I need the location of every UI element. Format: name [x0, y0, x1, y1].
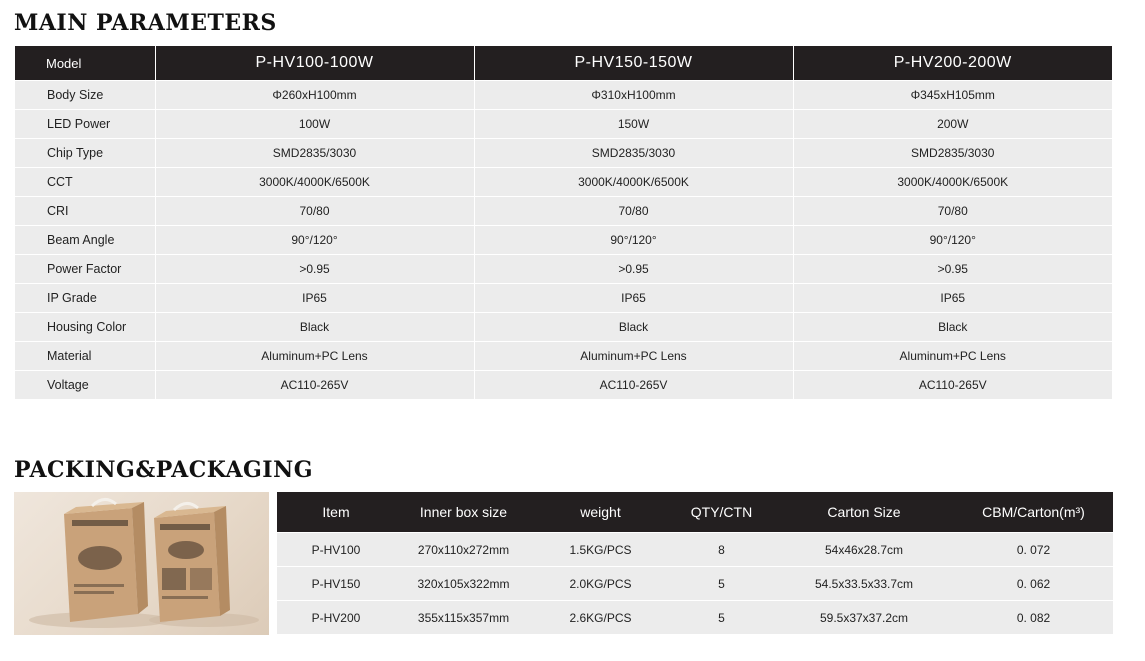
packing-cell: 5: [669, 567, 774, 601]
param-value: 3000K/4000K/6500K: [474, 168, 793, 197]
packing-cell: P-HV150: [277, 567, 395, 601]
table-row: [15, 284, 1112, 313]
table-row: [15, 139, 1112, 168]
table-row: [15, 313, 1112, 342]
packing-cell: 2.0KG/PCS: [532, 567, 669, 601]
packing-cell: P-HV200: [277, 601, 395, 635]
packing-header-cbm-carton: CBM/Carton(m³): [954, 492, 1113, 533]
param-value: Aluminum+PC Lens: [793, 342, 1112, 371]
param-value: >0.95: [793, 255, 1112, 284]
table-row: [15, 197, 1112, 226]
packing-cell: 1.5KG/PCS: [532, 533, 669, 567]
param-value: 90°/120°: [155, 226, 474, 255]
packing-header-row: [277, 492, 1113, 533]
param-label: LED Power: [15, 110, 155, 139]
param-value: 70/80: [474, 197, 793, 226]
param-label: CRI: [15, 197, 155, 226]
packing-header-item: Item: [277, 492, 395, 533]
param-value: 100W: [155, 110, 474, 139]
params-header-p-hv200: P-HV200-200W: [793, 46, 1112, 81]
packing-header-carton-size: Carton Size: [774, 492, 954, 533]
packing-cell: 54.5x33.5x33.7cm: [774, 567, 954, 601]
packing-cell: 0. 082: [954, 601, 1113, 635]
param-value: Φ345xH105mm: [793, 81, 1112, 110]
packing-header-weight: weight: [532, 492, 669, 533]
packing-cell: 0. 062: [954, 567, 1113, 601]
param-value: 90°/120°: [474, 226, 793, 255]
params-header-p-hv150: P-HV150-150W: [474, 46, 793, 81]
packing-cell: 59.5x37x37.2cm: [774, 601, 954, 635]
packing-cell: 5: [669, 601, 774, 635]
param-value: Black: [793, 313, 1112, 342]
param-value: SMD2835/3030: [793, 139, 1112, 168]
packaging-boxes-illustration: [14, 492, 269, 635]
param-label: Material: [15, 342, 155, 371]
param-value: Aluminum+PC Lens: [155, 342, 474, 371]
param-label: Power Factor: [15, 255, 155, 284]
packing-cell: 2.6KG/PCS: [532, 601, 669, 635]
table-row: [15, 81, 1112, 110]
param-label: IP Grade: [15, 284, 155, 313]
param-value: 200W: [793, 110, 1112, 139]
packing-cell: 355x115x357mm: [395, 601, 532, 635]
table-row: [15, 342, 1112, 371]
packing-cell: 320x105x322mm: [395, 567, 532, 601]
params-header-row: [15, 46, 1112, 81]
param-value: Φ310xH100mm: [474, 81, 793, 110]
packing-cell: 54x46x28.7cm: [774, 533, 954, 567]
param-label: Housing Color: [15, 313, 155, 342]
params-header-model: Model: [15, 46, 155, 81]
param-value: AC110-265V: [155, 371, 474, 400]
param-value: 70/80: [793, 197, 1112, 226]
packing-cell: 270x110x272mm: [395, 533, 532, 567]
param-value: 70/80: [155, 197, 474, 226]
packing-header-qty-ctn: QTY/CTN: [669, 492, 774, 533]
param-value: IP65: [155, 284, 474, 313]
param-value: SMD2835/3030: [474, 139, 793, 168]
param-value: Black: [474, 313, 793, 342]
param-value: Black: [155, 313, 474, 342]
table-row: [277, 567, 1113, 601]
table-row: [15, 110, 1112, 139]
param-value: 3000K/4000K/6500K: [155, 168, 474, 197]
param-value: >0.95: [474, 255, 793, 284]
main-parameters-heading: MAIN PARAMETERS: [14, 10, 277, 36]
packing-table: [277, 492, 1113, 634]
param-value: 150W: [474, 110, 793, 139]
param-value: IP65: [474, 284, 793, 313]
param-value: Aluminum+PC Lens: [474, 342, 793, 371]
param-label: Body Size: [15, 81, 155, 110]
param-label: Voltage: [15, 371, 155, 400]
main-parameters-table: [15, 46, 1112, 399]
table-row: [15, 226, 1112, 255]
param-value: AC110-265V: [474, 371, 793, 400]
packing-cell: 8: [669, 533, 774, 567]
table-row: [15, 168, 1112, 197]
param-value: >0.95: [155, 255, 474, 284]
param-value: 90°/120°: [793, 226, 1112, 255]
packing-header-inner-box-size: Inner box size: [395, 492, 532, 533]
param-value: SMD2835/3030: [155, 139, 474, 168]
param-label: Beam Angle: [15, 226, 155, 255]
packing-cell: 0. 072: [954, 533, 1113, 567]
packaging-photo: [14, 492, 269, 635]
param-label: Chip Type: [15, 139, 155, 168]
table-row: [277, 601, 1113, 635]
param-value: IP65: [793, 284, 1112, 313]
param-label: CCT: [15, 168, 155, 197]
param-value: 3000K/4000K/6500K: [793, 168, 1112, 197]
param-value: Φ260xH100mm: [155, 81, 474, 110]
table-row: [15, 371, 1112, 400]
table-row: [15, 255, 1112, 284]
table-row: [277, 533, 1113, 567]
packing-heading: PACKING&PACKAGING: [14, 457, 313, 483]
packing-cell: P-HV100: [277, 533, 395, 567]
param-value: AC110-265V: [793, 371, 1112, 400]
params-header-p-hv100: P-HV100-100W: [155, 46, 474, 81]
